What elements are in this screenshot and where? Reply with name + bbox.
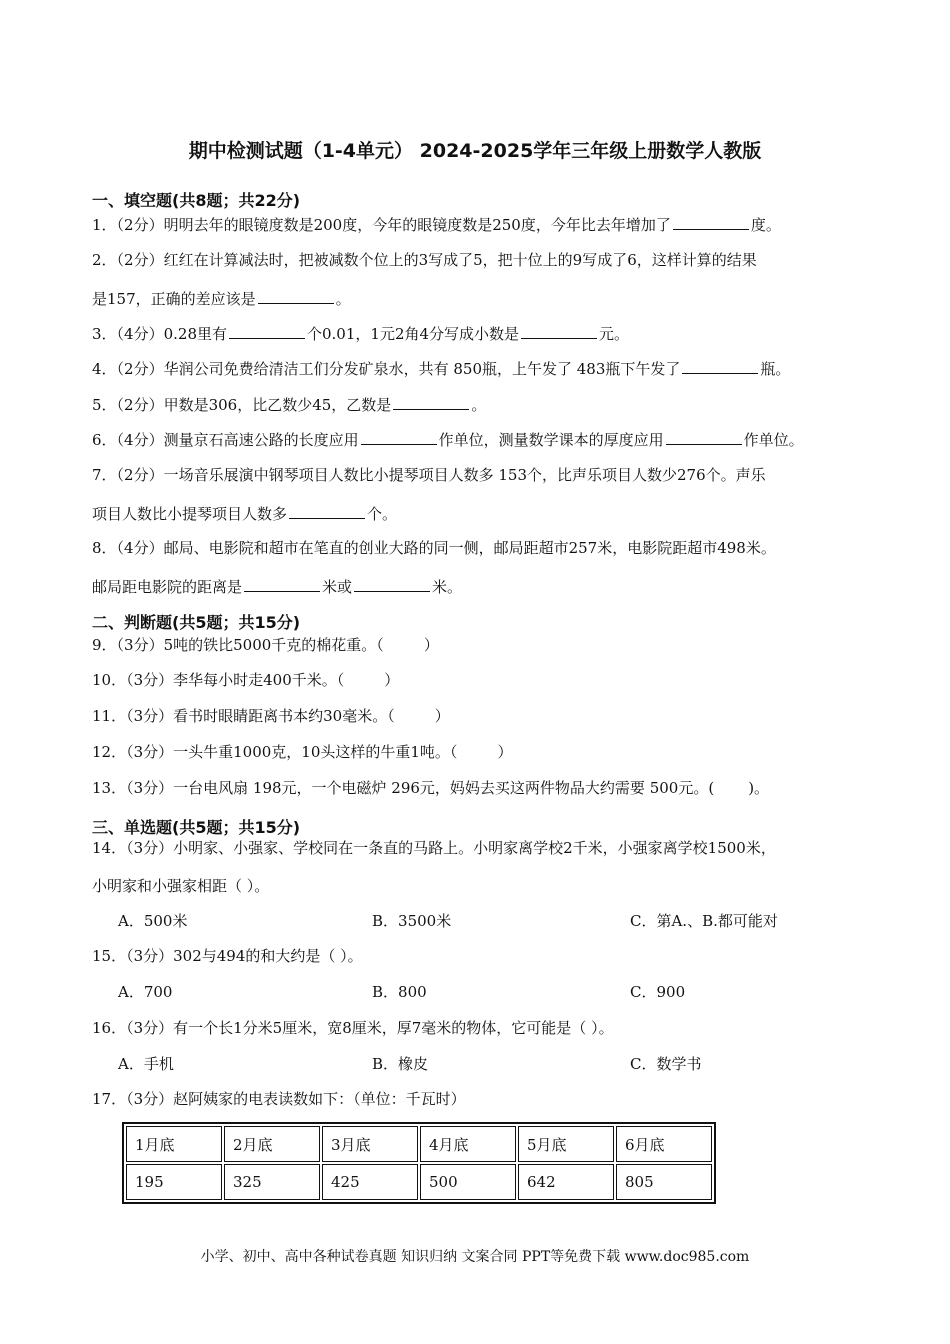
- question-4: 4．（2分）华润公司免费给清洁工们分发矿泉水，共有 850瓶，上午发了 483瓶下午发了 瓶。: [92, 360, 791, 378]
- answer-blank[interactable]: [244, 576, 320, 592]
- table-header-cell: 5月底: [518, 1126, 614, 1162]
- question-12: 12．（3分）一头牛重1000克，10头这样的牛重1吨。（ ）: [92, 743, 513, 761]
- question-9: 9．（3分）5吨的铁比5000千克的棉花重。（ ）: [92, 636, 439, 654]
- question-3: 3．（4分）0.28里有 个0.01，1元2角4分写成小数是 元。: [92, 325, 630, 343]
- question-2-line-2: 是157，正确的差应该是 。: [92, 290, 351, 308]
- question-10: 10．（3分）李华每小时走400千米。（ ）: [92, 671, 400, 689]
- question-13: 13．（3分）一台电风扇 198元，一个电磁炉 296元，妈妈去买这两件物品大约需要 500元。( )。: [92, 779, 770, 797]
- answer-blank[interactable]: [666, 429, 742, 445]
- section-heading-multiple-choice: 三、单选题(共5题；共15分): [92, 818, 301, 837]
- question-14-line-2: 小明家和小强家相距（ ）。: [92, 877, 270, 895]
- q14-option-a[interactable]: A．500米: [118, 912, 188, 930]
- question-8-line-2: 邮局距电影院的距离是 米或 米。: [92, 578, 463, 596]
- answer-blank[interactable]: [393, 394, 469, 410]
- question-15: 15．（3分）302与494的和大约是（ ）。: [92, 947, 363, 965]
- answer-blank[interactable]: [229, 323, 305, 339]
- q15-option-c[interactable]: C．900: [630, 983, 686, 1001]
- table-cell: 325: [224, 1164, 320, 1200]
- question-2-line-1: 2．（2分）红红在计算减法时，把被减数个位上的3写成了5，把十位上的9写成了6，这样计算的结果: [92, 251, 757, 269]
- answer-blank[interactable]: [521, 323, 597, 339]
- meter-reading-table: [122, 1122, 716, 1204]
- q15-option-b[interactable]: B．800: [372, 983, 427, 1001]
- question-16: 16．（3分）有一个长1分米5厘米，宽8厘米，厚7毫米的物体，它可能是（ ）。: [92, 1019, 614, 1037]
- page-footer: 小学、初中、高中各种试卷真题 知识归纳 文案合同 PPT等免费下载 www.doc985.com: [200, 1249, 750, 1265]
- q16-option-a[interactable]: A．手机: [118, 1055, 174, 1073]
- question-17: 17．（3分）赵阿姨家的电表读数如下：（单位：千瓦时）: [92, 1090, 466, 1108]
- section-heading-fill-blank: 一、填空题(共8题；共22分): [92, 191, 301, 210]
- question-6: 6．（4分）测量京石高速公路的长度应用 作单位，测量数学课本的厚度应用 作单位。: [92, 431, 804, 449]
- question-7-line-1: 7．（2分）一场音乐展演中钢琴项目人数比小提琴项目人数多 153个，比声乐项目人数少276个。声乐: [92, 466, 766, 484]
- page-title: 期中检测试题（1-4单元） 2024-2025学年三年级上册数学人教版: [188, 140, 762, 162]
- question-7-line-2: 项目人数比小提琴项目人数多 个。: [92, 505, 398, 523]
- question-1: 1．（2分）明明去年的眼镜度数是200度，今年的眼镜度数是250度，今年比去年增加了 度。: [92, 216, 781, 234]
- table-header-cell: 1月底: [126, 1126, 222, 1162]
- table-cell: 642: [518, 1164, 614, 1200]
- section-heading-true-false: 二、判断题(共5题；共15分): [92, 613, 301, 632]
- q16-option-b[interactable]: B．橡皮: [372, 1055, 429, 1073]
- table-header-cell: 6月底: [616, 1126, 712, 1162]
- table-cell: 425: [322, 1164, 418, 1200]
- question-14-line-1: 14．（3分）小明家、小强家、学校同在一条直的马路上。小明家离学校2千米，小强家离学校1500米，: [92, 839, 776, 857]
- question-11: 11．（3分）看书时眼睛距离书本约30毫米。（ ）: [92, 707, 450, 725]
- table-row: [126, 1164, 712, 1200]
- answer-blank[interactable]: [361, 429, 437, 445]
- q14-option-c[interactable]: C．第A.、B.都可能对: [630, 912, 778, 930]
- answer-blank[interactable]: [682, 358, 758, 374]
- question-8-line-1: 8．（4分）邮局、电影院和超市在笔直的创业大路的同一侧，邮局距超市257米，电影院距超市498米。: [92, 539, 776, 557]
- q15-option-a[interactable]: A．700: [118, 983, 173, 1001]
- answer-blank[interactable]: [673, 214, 749, 230]
- table-cell: 195: [126, 1164, 222, 1200]
- table-header-cell: 4月底: [420, 1126, 516, 1162]
- answer-blank[interactable]: [258, 288, 334, 304]
- table-header-row: [126, 1126, 712, 1162]
- question-5: 5．（2分）甲数是306，比乙数少45，乙数是 。: [92, 396, 487, 414]
- q14-option-b[interactable]: B．3500米: [372, 912, 452, 930]
- answer-blank[interactable]: [289, 503, 365, 519]
- q16-option-c[interactable]: C．数学书: [630, 1055, 702, 1073]
- answer-blank[interactable]: [354, 576, 430, 592]
- table-cell: 805: [616, 1164, 712, 1200]
- table-header-cell: 2月底: [224, 1126, 320, 1162]
- table-header-cell: 3月底: [322, 1126, 418, 1162]
- table-cell: 500: [420, 1164, 516, 1200]
